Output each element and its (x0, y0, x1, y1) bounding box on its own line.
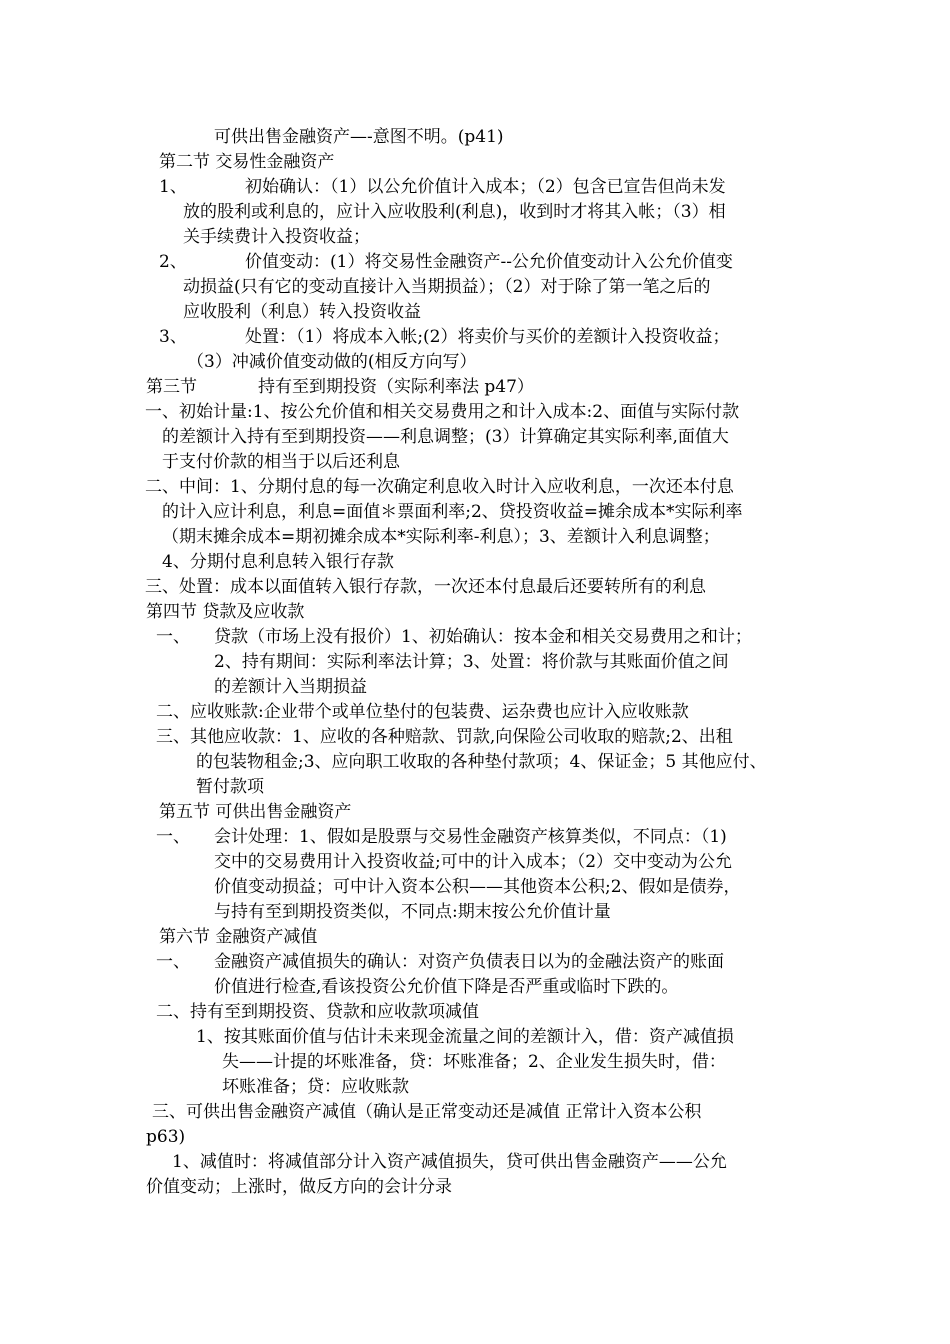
text-line: 三、可供出售金融资产减值（确认是正常变动还是减值 正常计入资本公积 (152, 1102, 702, 1122)
text-line: 于支付价款的相当于以后还利息 (162, 452, 400, 472)
text-line: 会计处理：1、假如是股票与交易性金融资产核算类似，不同点：（1) (214, 827, 727, 847)
text-line: 二、持有至到期投资、贷款和应收款项减值 (156, 1002, 479, 1022)
text-line: 的计入应计利息，利息=面值＊票面利率;2、贷投资收益=摊余成本*实际利率 (162, 502, 743, 522)
text-line: 4、分期付息利息转入银行存款 (162, 552, 394, 572)
text-line: 金融资产减值损失的确认：对资产负债表日以为的金融法资产的账面 (214, 952, 724, 972)
text-line: 一、初始计量:1、按公允价值和相关交易费用之和计入成本:2、面值与实际付款 (145, 402, 740, 422)
text-line: 的差额计入当期损益 (214, 677, 367, 697)
text-line: 交中的交易费用计入投资收益;可中的计入成本；（2）交中变动为公允 (214, 852, 733, 872)
text-line: 二、中间：1、分期付息的每一次确定利息收入时计入应收利息，一次还本付息 (145, 477, 734, 497)
text-line: 应收股利（利息）转入投资收益 (183, 302, 421, 322)
list-marker: 1、 (159, 177, 187, 197)
section-heading: 第五节 可供出售金融资产 (159, 802, 352, 822)
text-line: 可供出售金融资产—-意图不明。(p41) (214, 127, 504, 147)
text-line: 三、其他应收款：1、应收的各种赔款、罚款,向保险公司收取的赔款;2、出租 (156, 727, 733, 747)
text-line: 1、减值时：将减值部分计入资产减值损失，贷可供出售金融资产——公允 (172, 1152, 727, 1172)
section-heading: 第三节 (146, 377, 197, 397)
text-line: 的差额计入持有至到期投资——利息调整；(3）计算确定其实际利率,面值大 (162, 427, 729, 447)
text-line: （3）冲减价值变动做的(相反方向写） (187, 352, 477, 372)
text-line: 1、按其账面价值与估计未来现金流量之间的差额计入，借：资产减值损 (196, 1027, 734, 1047)
text-line: 与持有至到期投资类似，不同点:期末按公允价值计量 (214, 902, 611, 922)
list-marker: 一、 (156, 827, 190, 847)
text-line: 的包装物租金;3、应向职工收取的各种垫付款项；4、保证金；5 其他应付、 (196, 752, 767, 772)
text-line: 初始确认：（1）以公允价值计入成本；（2）包含已宣告但尚未发 (245, 177, 726, 197)
text-line: 价值变动损益；可中计入资本公积——其他资本公积;2、假如是债券， (214, 877, 741, 897)
text-line: p63) (146, 1127, 186, 1147)
text-line: 坏账准备；贷：应收账款 (222, 1077, 409, 1097)
text-line: 暂付款项 (196, 777, 264, 797)
text-line: 价值变动：(1）将交易性金融资产--公允价值变动计入公允价值变 (245, 252, 733, 272)
text-line: （期末摊余成本=期初摊余成本*实际利率-利息）；3、差额计入利息调整； (162, 527, 720, 547)
list-marker: 一、 (156, 627, 190, 647)
text-line: 动损益(只有它的变动直接计入当期损益）；（2）对于除了第一笔之后的 (183, 277, 711, 297)
list-marker: 3、 (159, 327, 187, 347)
text-line: 贷款（市场上没有报价）1、初始确认：按本金和相关交易费用之和计； (214, 627, 752, 647)
text-line: 价值进行检查,看该投资公允价值下降是否严重或临时下跌的。 (214, 977, 679, 997)
text-line: 价值变动；上涨时，做反方向的会计分录 (146, 1177, 452, 1197)
section-heading: 持有至到期投资（实际利率法 p47） (258, 377, 534, 397)
text-line: 关手续费计入投资收益； (183, 227, 370, 247)
text-line: 处置：（1）将成本入帐;(2）将卖价与买价的差额计入投资收益； (245, 327, 730, 347)
text-line: 失——计提的坏账准备，贷：坏账准备；2、企业发生损失时，借： (222, 1052, 726, 1072)
list-marker: 一、 (156, 952, 190, 972)
text-line: 放的股利或利息的，应计入应收股利(利息)，收到时才将其入帐；（3）相 (183, 202, 726, 222)
section-heading: 第四节 贷款及应收款 (146, 602, 305, 622)
section-heading: 第六节 金融资产减值 (159, 927, 318, 947)
text-line: 二、应收账款:企业带个或单位垫付的包装费、运杂费也应计入应收账款 (156, 702, 689, 722)
section-heading: 第二节 交易性金融资产 (159, 152, 335, 172)
text-line: 2、持有期间：实际利率法计算；3、处置：将价款与其账面价值之间 (214, 652, 729, 672)
list-marker: 2、 (159, 252, 187, 272)
text-line: 三、处置：成本以面值转入银行存款，一次还本付息最后还要转所有的利息 (145, 577, 706, 597)
